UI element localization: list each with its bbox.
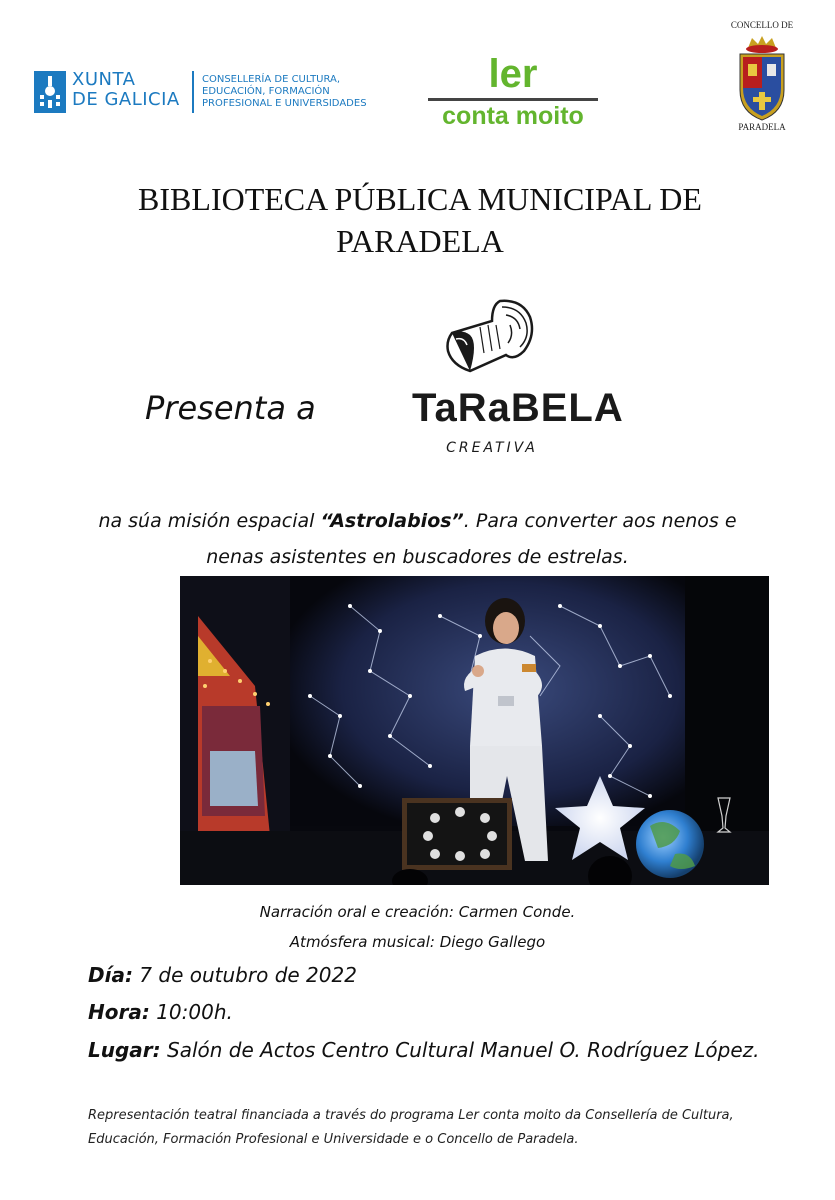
xunta-name-line2: DE GALICIA — [72, 89, 180, 110]
xunta-logo — [34, 70, 394, 116]
xunta-name — [72, 70, 180, 110]
mission-line2: nenas asistentes en buscadores de estrelas. — [206, 546, 629, 568]
tarabela-logo-sub: CREATIVA — [446, 440, 538, 456]
funding-note: Representación teatral financiada a través do programa Ler conta moito da Consellería de Cultura, Educación, Formación Profesional e Universidade e o Concello de Paradela. — [88, 1108, 734, 1147]
event-day-value: 7 de outubro de 2022 — [132, 963, 357, 987]
xunta-name-line1: XUNTA — [72, 69, 136, 90]
gramophone-horn-icon — [440, 295, 540, 380]
performance-photo-illustration — [180, 576, 769, 885]
music-credit: Atmósfera musical: Diego Gallego — [289, 933, 546, 951]
mission-title: “Astrolabios” — [320, 510, 464, 532]
concello-top-text: CONCELLO DE — [730, 20, 794, 30]
event-day-label: Día: — [88, 963, 133, 987]
presenta-text: Presenta a — [145, 389, 316, 427]
event-place — [88, 1036, 760, 1064]
conselleria-line1: CONSELLERÍA DE CULTURA, — [202, 74, 341, 85]
title-line2: PARADELA — [336, 223, 504, 259]
concello-paradela-logo — [712, 20, 812, 135]
event-place-label: Lugar: — [88, 1038, 161, 1062]
tarabela-logo-name: TaRaBELA — [412, 386, 624, 430]
mission-line1 — [0, 507, 835, 535]
conselleria-name — [202, 74, 367, 110]
ler-word: ler — [488, 52, 538, 96]
performance-photo — [180, 576, 769, 885]
ler-conta-moito-logo — [418, 52, 608, 132]
event-place-value: Salón de Actos Centro Cultural Manuel O. Rodríguez López. — [160, 1038, 760, 1062]
concello-bottom-text: PARADELA — [738, 122, 786, 132]
narration-credit: Narración oral e creación: Carmen Conde. — [259, 903, 576, 921]
conta-moito-word: conta moito — [442, 102, 584, 130]
moon-phases-board — [402, 798, 512, 870]
page-title — [80, 178, 760, 262]
conselleria-line3: PROFESIONAL E UNIVERSIDADES — [202, 98, 367, 109]
coat-of-arms-icon — [726, 34, 798, 122]
conselleria-line2: EDUCACIÓN, FORMACIÓN — [202, 86, 330, 97]
event-time — [88, 998, 233, 1026]
event-time-label: Hora: — [88, 1000, 150, 1024]
xunta-divider — [192, 71, 194, 113]
mission-line1-pre: na súa misión espacial — [98, 510, 321, 532]
title-line1: BIBLIOTECA PÚBLICA MUNICIPAL DE — [138, 181, 702, 217]
mission-line1-post: . Para converter aos nenos e — [463, 510, 737, 532]
ler-logo-rule — [428, 98, 598, 101]
xunta-emblem-icon — [34, 71, 66, 113]
event-day — [88, 961, 357, 989]
event-time-value: 10:00h. — [149, 1000, 233, 1024]
